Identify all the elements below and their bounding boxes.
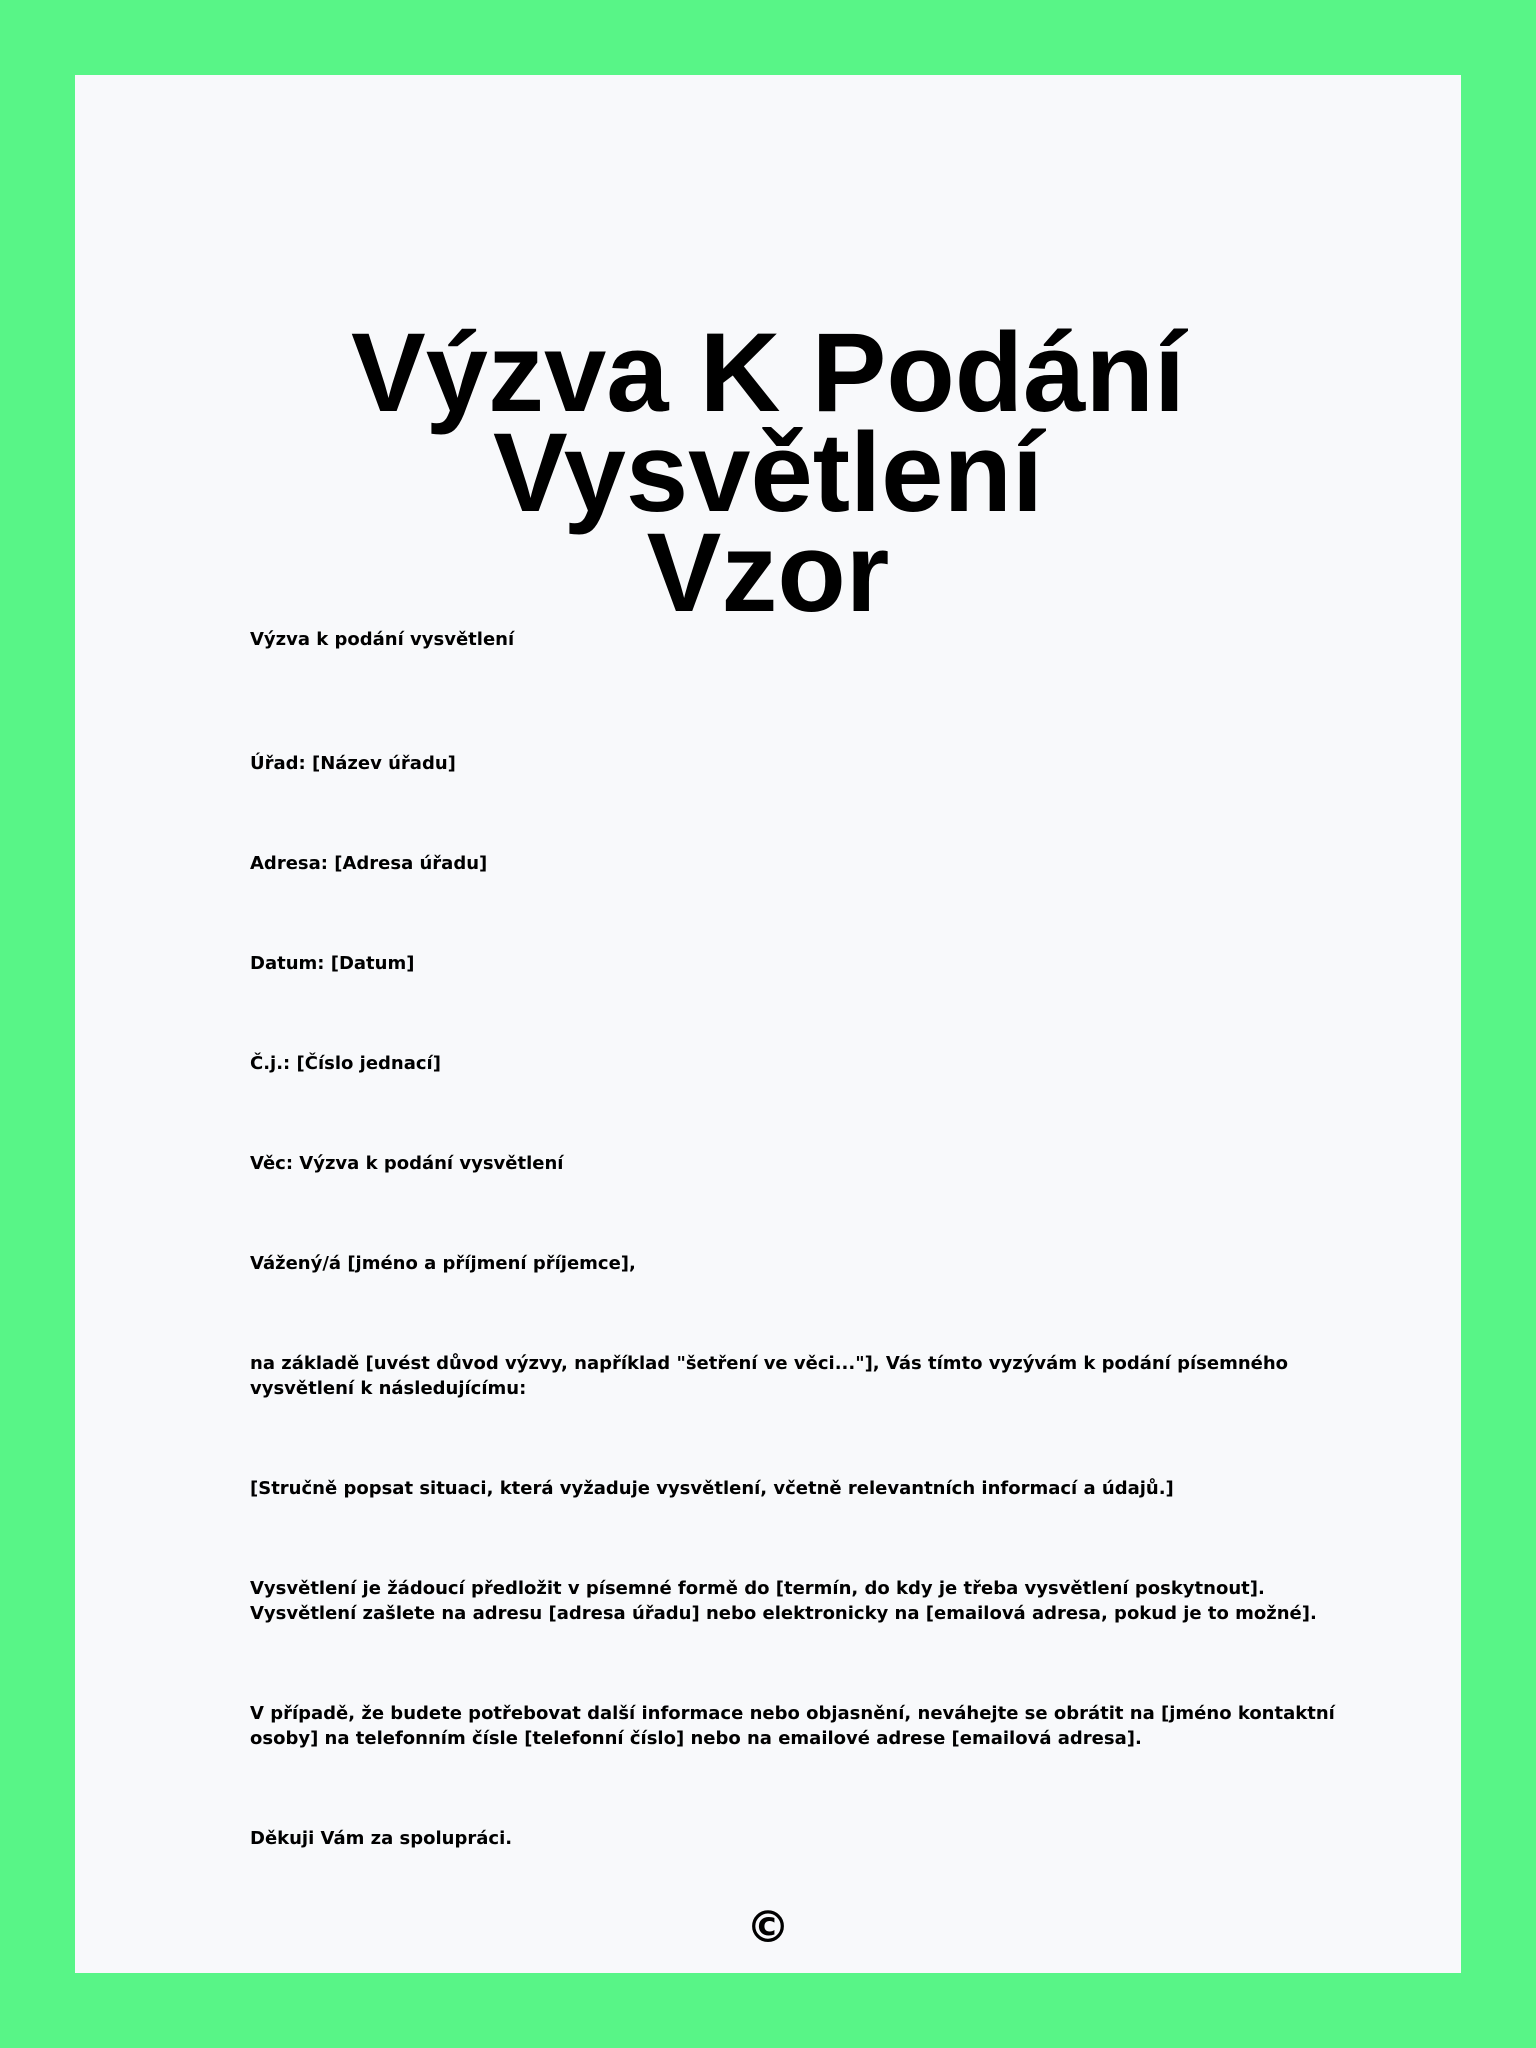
closing-line: Děkuji Vám za spolupráci. bbox=[250, 1828, 513, 1849]
letter-heading: Výzva k podání vysvětlení bbox=[250, 629, 515, 650]
body-paragraph-contact: V případě, že budete potřebovat další informace nebo objasnění, neváhejte se obrátit na [jméno kontaktní osoby] na telefonním čísle [telefonní číslo] nebo na emailové adrese [emailová adresa]. bbox=[250, 1703, 1335, 1749]
reference-number-line: Č.j.: [Číslo jednací] bbox=[250, 1053, 441, 1074]
date-line: Datum: [Datum] bbox=[250, 953, 415, 974]
body-paragraph-situation: [Stručně popsat situaci, která vyžaduje vysvětlení, včetně relevantních informací a údajů.] bbox=[250, 1478, 1174, 1499]
document-page bbox=[75, 75, 1461, 1973]
salutation: Vážený/á [jméno a příjmení příjemce], bbox=[250, 1253, 636, 1274]
office-line: Úřad: [Název úřadu] bbox=[250, 753, 456, 774]
title-line-1: Výzva K Podání Vysvětlení bbox=[350, 310, 1186, 535]
title-line-2: Vzor bbox=[646, 510, 890, 635]
subject-line: Věc: Výzva k podání vysvětlení bbox=[250, 1153, 564, 1174]
copyright-icon: © bbox=[746, 1902, 790, 1953]
body-paragraph-deadline: Vysvětlení je žádoucí předložit v písemné formě do [termín, do kdy je třeba vysvětlení poskytnout]. Vysvětlení zašlete na adresu [adresa úřadu] nebo elektronicky na [emailová adresa, pokud je to možné]. bbox=[250, 1578, 1317, 1624]
document-title bbox=[75, 310, 1461, 635]
body-paragraph-reason: na základě [uvést důvod výzvy, například "šetření ve věci..."], Vás tímto vyzývám k podání písemného vysvětlení k následujícímu: bbox=[250, 1353, 1289, 1399]
document-body bbox=[250, 627, 1350, 1851]
address-line: Adresa: [Adresa úřadu] bbox=[250, 853, 488, 874]
